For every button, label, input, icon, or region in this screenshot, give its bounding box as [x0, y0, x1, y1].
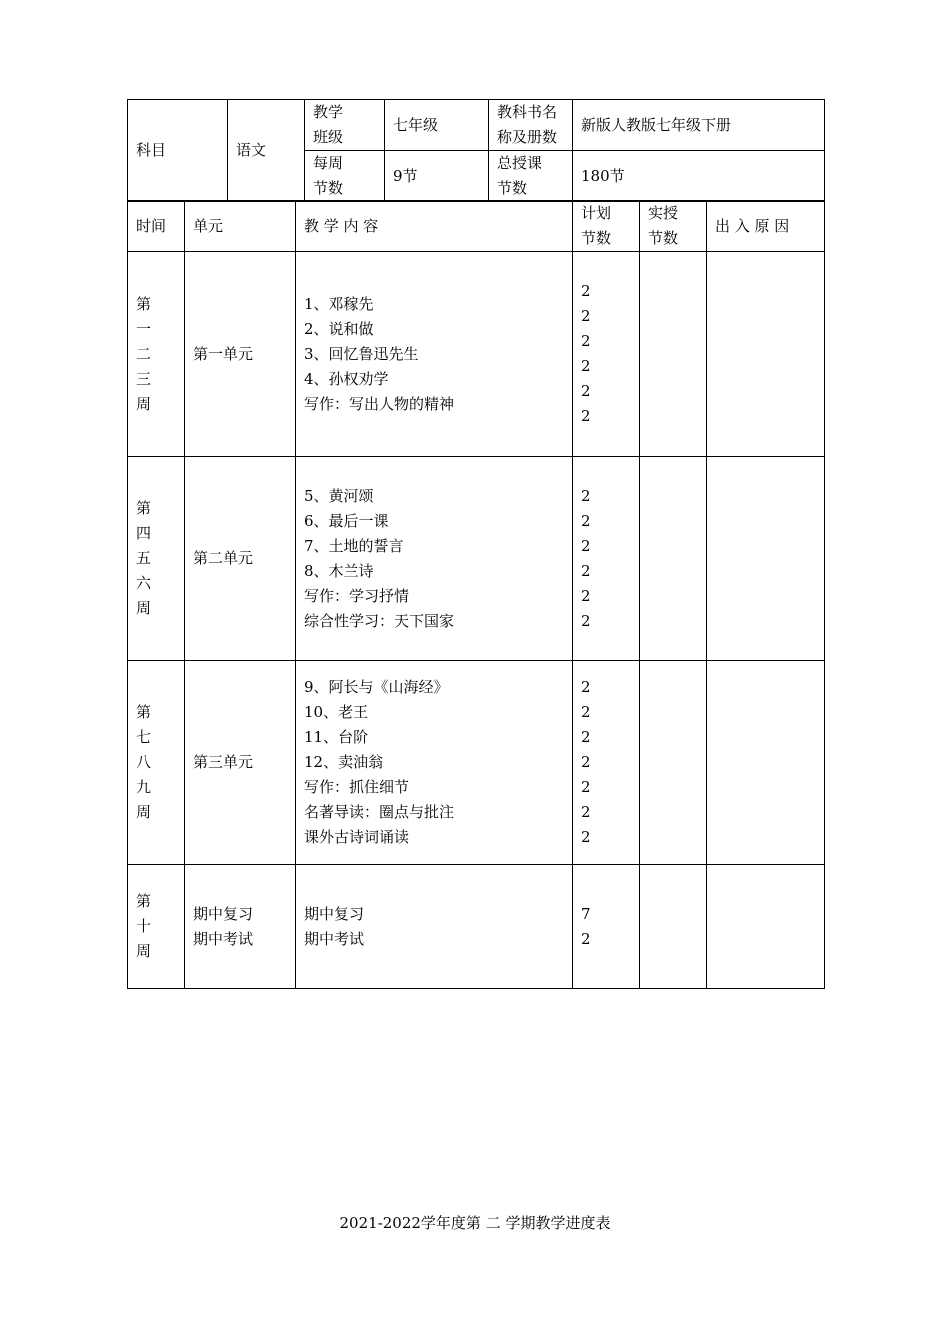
- subject-value: 语文: [228, 100, 305, 202]
- week-cell: 第 四 五 六 周: [128, 457, 185, 661]
- week-cell: 第 七 八 九 周: [128, 661, 185, 865]
- unit-cell: 第三单元: [185, 661, 296, 865]
- unit-cell: 期中复习 期中考试: [185, 865, 296, 989]
- col-actual: 实授 节数: [640, 201, 707, 252]
- table-row: [128, 661, 825, 865]
- reason-cell: [707, 661, 825, 865]
- actual-cell: [640, 252, 707, 457]
- planned-cell: 7 2: [573, 865, 640, 989]
- table-row: [128, 865, 825, 989]
- col-unit: 单元: [185, 201, 296, 252]
- subject-label: 科目: [128, 100, 228, 202]
- reason-cell: [707, 865, 825, 989]
- actual-cell: [640, 661, 707, 865]
- planned-cell: 2 2 2 2 2 2: [573, 252, 640, 457]
- column-header-row: [128, 201, 825, 252]
- schedule-table: [127, 200, 825, 989]
- actual-cell: [640, 865, 707, 989]
- week-cell: 第 十 周: [128, 865, 185, 989]
- course-info-table: [127, 99, 825, 202]
- reason-cell: [707, 457, 825, 661]
- class-label: 教学 班级: [305, 100, 385, 151]
- class-value: 七年级: [385, 100, 489, 151]
- unit-cell: 第二单元: [185, 457, 296, 661]
- total-value: 180节: [573, 151, 825, 202]
- col-reason: 出 入 原 因: [707, 201, 825, 252]
- content-cell: 9、阿长与《山海经》 10、老王 11、台阶 12、卖油翁 写作：抓住细节 名著导读：圈点与批注 课外古诗词诵读: [296, 661, 573, 865]
- unit-cell: 第一单元: [185, 252, 296, 457]
- content-cell: 期中复习 期中考试: [296, 865, 573, 989]
- table-row: [128, 457, 825, 661]
- col-time: 时间: [128, 201, 185, 252]
- table-row: [128, 252, 825, 457]
- page-footer-title: 2021-2022学年度第 二 学期教学进度表: [339, 1214, 611, 1232]
- planned-cell: 2 2 2 2 2 2: [573, 457, 640, 661]
- content-cell: 1、邓稼先 2、说和做 3、回忆鲁迅先生 4、孙权劝学 写作：写出人物的精神: [296, 252, 573, 457]
- col-planned: 计划 节数: [573, 201, 640, 252]
- reason-cell: [707, 252, 825, 457]
- planned-cell: 2 2 2 2 2 2 2: [573, 661, 640, 865]
- total-label: 总授课 节数: [489, 151, 573, 202]
- col-content: 教 学 内 容: [296, 201, 573, 252]
- content-cell: 5、黄河颂 6、最后一课 7、土地的誓言 8、木兰诗 写作：学习抒情 综合性学习：天下国家: [296, 457, 573, 661]
- actual-cell: [640, 457, 707, 661]
- book-value: 新版人教版七年级下册: [573, 100, 825, 151]
- book-label: 教科书名 称及册数: [489, 100, 573, 151]
- weekly-value: 9节: [385, 151, 489, 202]
- week-cell: 第 一 二 三 周: [128, 252, 185, 457]
- weekly-label: 每周 节数: [305, 151, 385, 202]
